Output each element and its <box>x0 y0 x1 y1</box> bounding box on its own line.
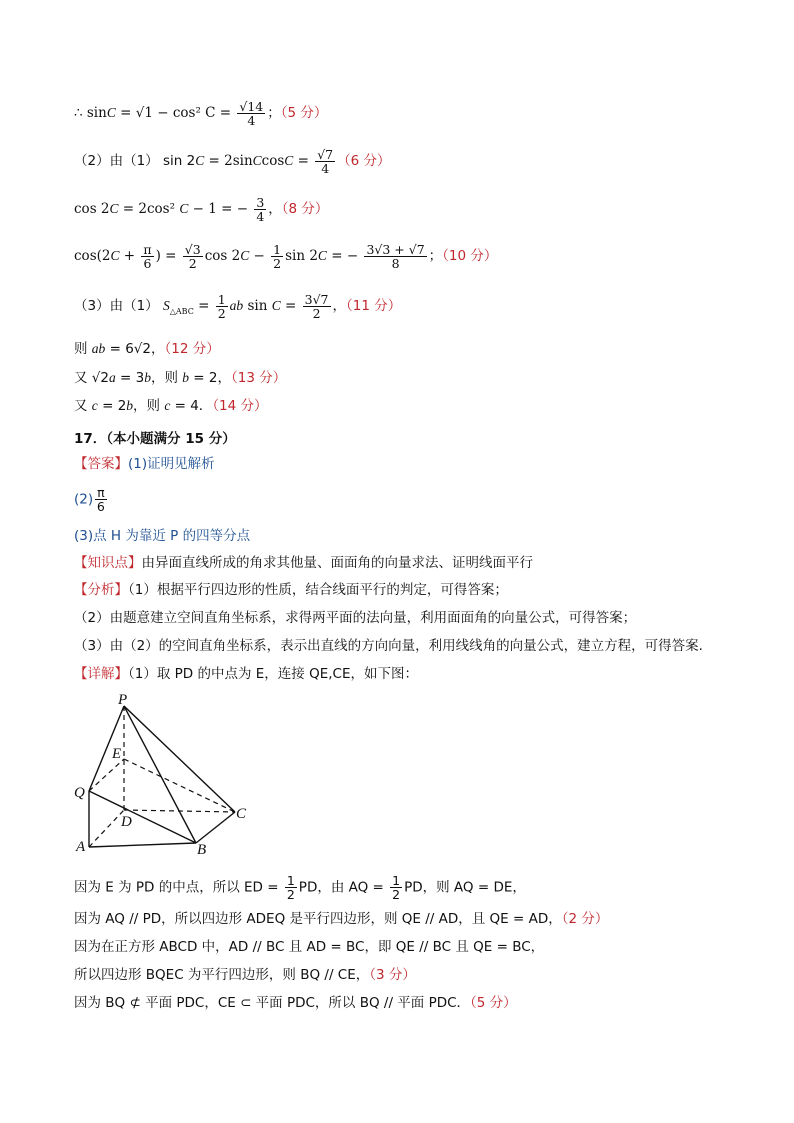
numerator: 1 <box>392 873 401 888</box>
label-q: Q <box>74 785 85 801</box>
denominator: 4 <box>256 209 265 225</box>
edge-dc <box>124 810 235 812</box>
edge-ec <box>124 759 235 812</box>
analysis-line-3: （3）由（2）的空间直角坐标系，表示出直线的方向向量，利用线线角的向量公式，建立方程，可得答案. <box>74 638 703 654</box>
label-d: D <box>121 814 132 830</box>
solution-line-7 <box>74 371 286 386</box>
answer-tag: 【答案】 <box>74 456 128 472</box>
denominator: 6 <box>143 256 152 272</box>
score: （12 分） <box>164 341 220 357</box>
var: S <box>162 298 170 314</box>
label-c: C <box>236 806 247 822</box>
fraction <box>271 243 283 270</box>
text: ； <box>267 105 281 122</box>
edge-pc <box>124 706 235 812</box>
answer-1: (1)证明见解析 <box>128 456 215 472</box>
var: b <box>182 370 190 385</box>
score: （14 分） <box>212 398 268 414</box>
subscript: △ABC <box>169 306 194 316</box>
numerator: 1 <box>217 292 226 307</box>
fraction <box>183 243 203 270</box>
fraction <box>216 293 228 320</box>
edge-pq <box>89 706 124 791</box>
analysis-line-1 <box>74 584 508 598</box>
text: sin <box>243 298 272 315</box>
edge-ad <box>89 810 124 847</box>
detail-tag: 【详解】 <box>74 666 128 682</box>
numerator: 1 <box>273 242 282 257</box>
text: ， <box>268 201 282 218</box>
text: − <box>249 248 270 265</box>
numerator: 3 <box>256 195 265 210</box>
numerator: √3 <box>184 242 201 257</box>
score: （6 分） <box>337 153 391 170</box>
var: ab <box>229 298 244 314</box>
edge-bc <box>196 812 235 843</box>
text: 因为 E 为 PD 的中点，所以 ED = <box>74 879 283 896</box>
var: C <box>195 153 205 169</box>
text: 所以四边形 BQEC 为平行四边形，则 BQ // CE， <box>74 967 370 983</box>
text: ∴ sin <box>74 105 107 122</box>
var: a <box>108 370 116 385</box>
score: （13 分） <box>231 370 287 386</box>
knowledge-text: 由异面直线所成的角求其他量、面面角的向量求法、证明线面平行 <box>141 555 533 571</box>
text: + <box>119 248 140 265</box>
text: 因为 BQ ⊄ 平面 PDC，CE ⊂ 平面 PDC，所以 BQ // 平面 PDC． <box>74 995 471 1011</box>
detail-line <box>74 668 418 682</box>
numerator: √7 <box>317 147 334 162</box>
score: （2 分） <box>561 911 609 927</box>
proof-line-2 <box>74 913 608 927</box>
var: b <box>144 370 151 385</box>
fraction <box>390 874 402 901</box>
solution-line-6 <box>74 342 220 357</box>
label-b: B <box>197 842 207 858</box>
text: 则 <box>74 341 92 357</box>
var: ab <box>91 341 106 356</box>
score: （8 分） <box>281 201 329 218</box>
solution-line-3 <box>74 196 328 223</box>
denominator: 2 <box>217 306 226 322</box>
text: ； <box>428 248 443 265</box>
solution-line-1 <box>74 100 327 127</box>
var: C <box>317 248 327 264</box>
var: c <box>91 398 98 413</box>
text: ，则 <box>133 398 165 414</box>
var: C <box>240 248 250 264</box>
numerator: √14 <box>239 99 264 114</box>
proof-line-3: 因为在正方形 ABCD 中，AD // BC 且 AD = BC，即 QE // BC 且 QE = BC， <box>74 939 545 955</box>
edge-qe <box>89 759 124 791</box>
denominator: 2 <box>392 887 401 903</box>
text: sin 2 <box>285 248 318 265</box>
solution-line-8 <box>74 399 268 414</box>
answer-line-1 <box>74 458 215 472</box>
fraction <box>237 100 265 127</box>
numerator: π <box>97 485 105 500</box>
var: b <box>126 398 134 413</box>
text: 因为 AQ // PD，所以四边形 ADEQ 是平行四边形，则 QE // AD，且 QE = AD， <box>74 911 562 927</box>
text: ，则 <box>150 370 183 386</box>
score: （5 分） <box>280 105 328 122</box>
score: （3 分） <box>369 967 416 983</box>
denominator: 2 <box>312 306 321 322</box>
label-p: P <box>118 692 128 708</box>
numerator: 3√7 <box>304 292 329 307</box>
text: 又 √2 <box>74 370 109 386</box>
denominator: 6 <box>96 499 105 515</box>
fraction <box>95 486 107 513</box>
detail-text: （1）取 PD 的中点为 E，连接 QE,CE，如下图： <box>128 666 418 682</box>
fraction <box>285 874 297 901</box>
text: = 2 <box>97 398 127 414</box>
text: = − <box>326 248 363 265</box>
text: 又 <box>74 398 92 414</box>
edge-pb <box>124 706 196 843</box>
text: cos <box>261 153 285 170</box>
numerator: 3√3 + √7 <box>366 242 425 257</box>
text: = √1 − cos² C = <box>115 105 236 122</box>
text: = 3 <box>115 370 145 386</box>
knowledge-line <box>74 557 533 571</box>
solution-line-5 <box>74 293 401 320</box>
knowledge-tag: 【知识点】 <box>74 555 142 571</box>
answer-line-2 <box>74 486 109 513</box>
text: = 6√2， <box>105 341 165 357</box>
denominator: 2 <box>188 256 197 272</box>
analysis-line-2: （2）由题意建立空间直角坐标系，求得两平面的法向量，利用面面角的向量公式，可得答案； <box>74 610 637 626</box>
text: （2）由（1） sin 2 <box>74 153 196 170</box>
text: = 4． <box>170 398 213 414</box>
var: C <box>179 201 189 217</box>
label-e: E <box>112 746 122 762</box>
var: C <box>284 153 294 169</box>
answer-2-prefix: (2) <box>74 491 94 508</box>
text: cos 2 <box>74 201 110 218</box>
numerator: π <box>143 242 152 257</box>
text: cos 2 <box>204 248 241 265</box>
text: = 2， <box>189 370 231 386</box>
fraction <box>141 243 153 270</box>
analysis-text: （1）根据平行四边形的性质，结合线面平行的判定，可得答案； <box>128 582 508 598</box>
var: C <box>110 248 120 264</box>
text: = <box>293 153 314 170</box>
analysis-tag: 【分析】 <box>74 582 128 598</box>
question-17-title: 17．（本小题满分 15 分） <box>74 431 236 447</box>
text: = 2sin <box>204 153 253 170</box>
numerator: 1 <box>286 873 295 888</box>
proof-line-4 <box>74 969 416 983</box>
score: （10 分） <box>442 248 498 265</box>
text: PD，由 AQ = <box>298 879 389 896</box>
var: C <box>106 105 116 121</box>
score: （11 分） <box>346 298 402 315</box>
text: PD，则 AQ = DE， <box>404 879 526 896</box>
var: C <box>109 201 119 217</box>
denominator: 4 <box>321 161 330 177</box>
fraction <box>364 243 426 270</box>
fraction <box>315 148 335 175</box>
text: （3）由（1） <box>74 298 163 315</box>
text: = <box>280 298 301 315</box>
denominator: 4 <box>247 113 256 129</box>
text: ) = <box>155 248 181 265</box>
denominator: 2 <box>273 256 282 272</box>
solution-line-2 <box>74 148 391 175</box>
text: cos(2 <box>74 248 111 265</box>
denominator: 2 <box>286 887 295 903</box>
text: = <box>193 298 214 315</box>
text: − 1 = − <box>188 201 253 218</box>
text: = 2cos² <box>118 201 180 218</box>
fraction <box>254 196 266 223</box>
edge-ab <box>89 843 196 847</box>
edge-qb <box>89 791 196 843</box>
answer-line-3: (3)点 H 为靠近 P 的四等分点 <box>74 528 251 544</box>
solution-line-4 <box>74 243 497 270</box>
proof-line-1 <box>74 874 526 901</box>
var: C <box>271 298 281 314</box>
var: c <box>164 398 171 413</box>
score: （5 分） <box>470 995 517 1011</box>
text: ， <box>332 298 346 315</box>
denominator: 8 <box>391 256 400 272</box>
var: C <box>252 153 262 169</box>
label-a: A <box>76 839 86 855</box>
proof-line-5 <box>74 997 517 1011</box>
fraction <box>303 293 331 320</box>
